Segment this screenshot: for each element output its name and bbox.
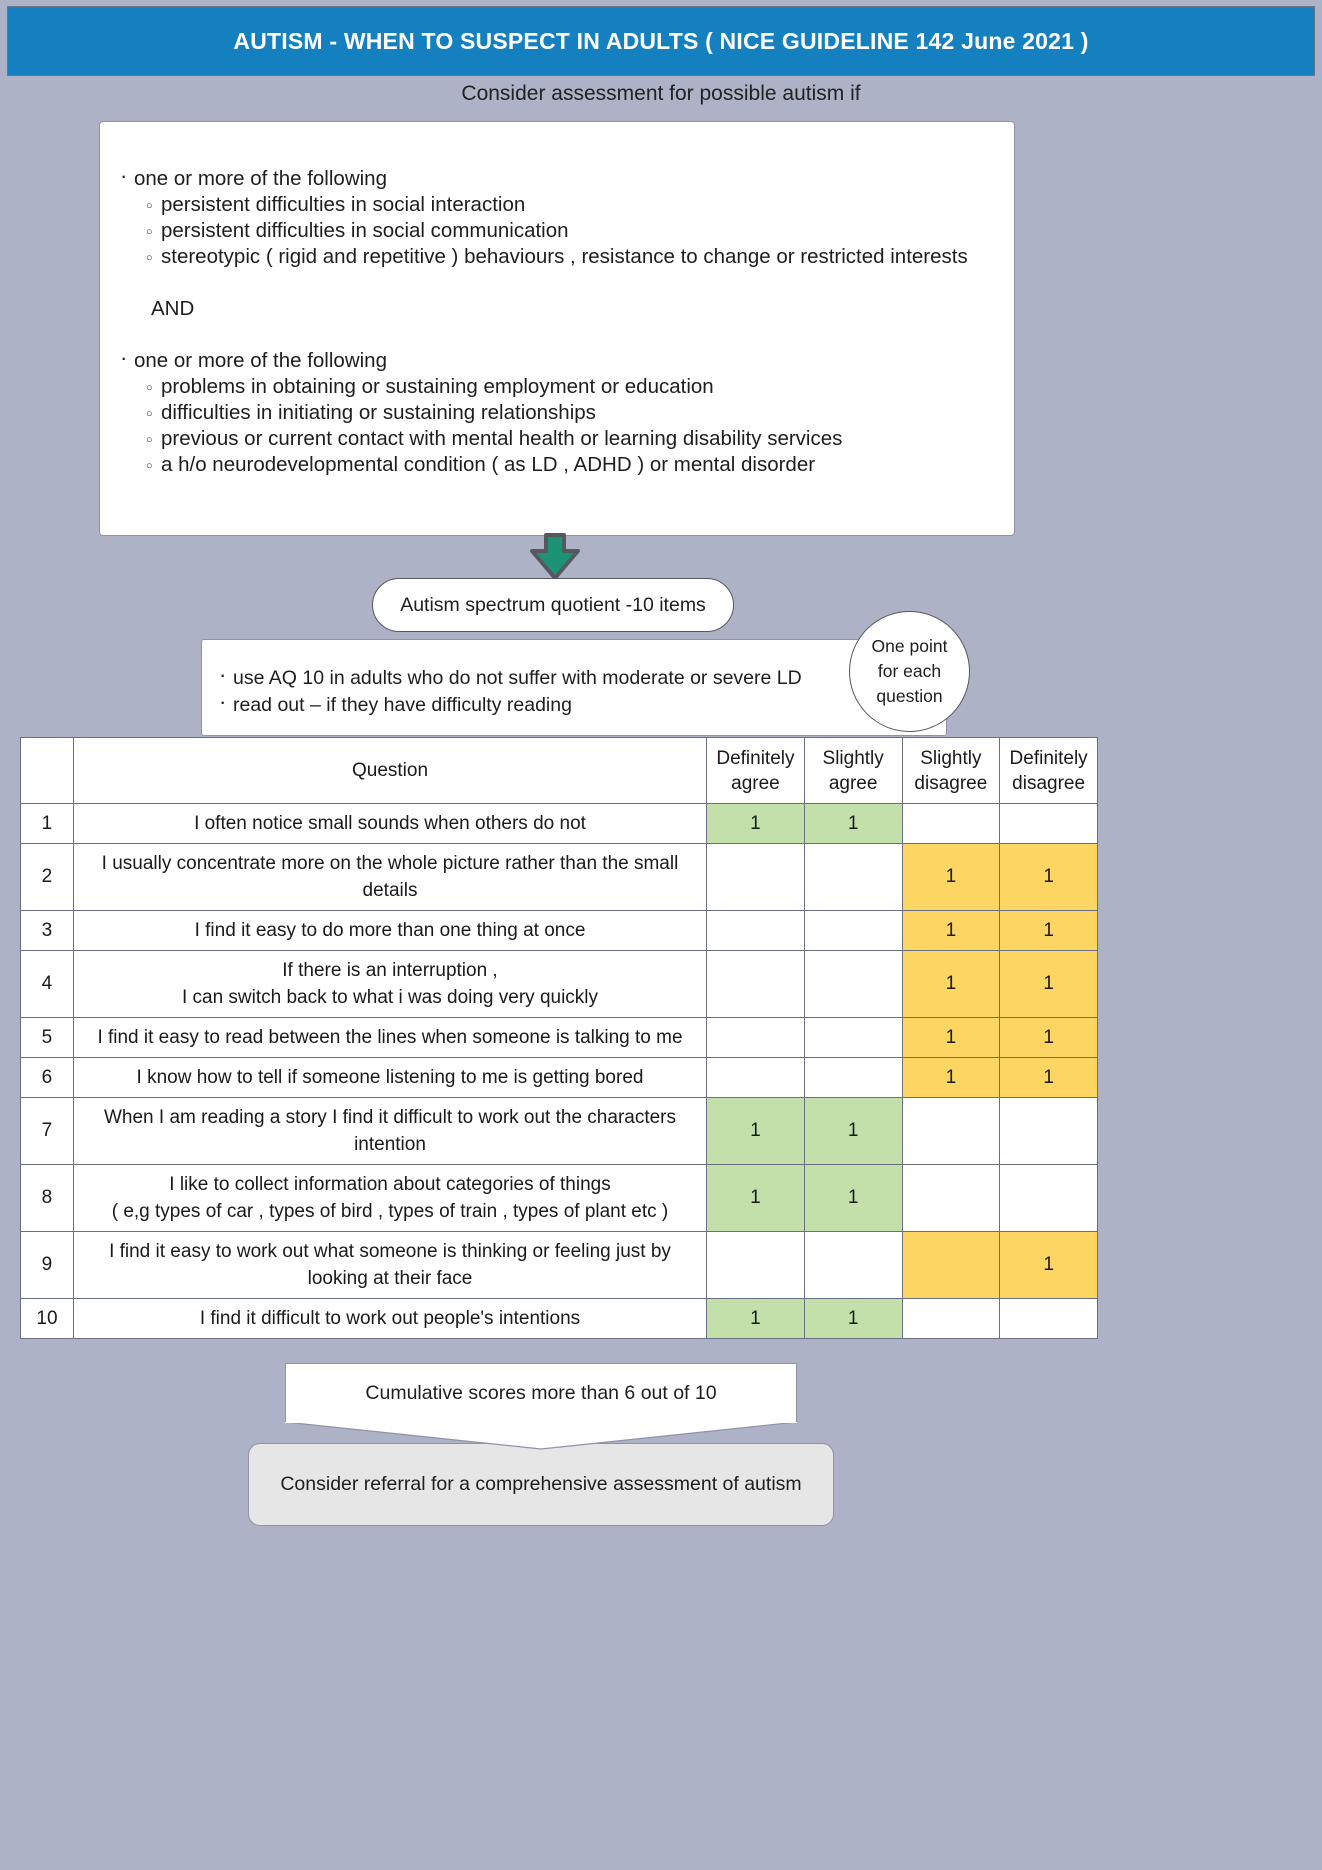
aq10-oval xyxy=(372,578,734,632)
score-definitely-disagree: 1 xyxy=(1000,844,1098,911)
table-header xyxy=(21,738,1098,804)
question-line: When I am reading a story I find it difficult to work out the characters xyxy=(103,1107,677,1128)
row-question xyxy=(73,1058,706,1098)
column-header-number xyxy=(21,738,74,804)
criteria-group1-item: ○ persistent difficulties in social interaction xyxy=(126,192,988,218)
score-definitely-disagree xyxy=(1000,1299,1098,1339)
table-row xyxy=(21,804,1098,844)
criteria-group2-item: ○ a h/o neurodevelopmental condition ( as LD , ADHD ) or mental disorder xyxy=(126,452,988,478)
score-definitely-agree: 1 xyxy=(707,1299,805,1339)
criteria-group1-item: ○ stereotypic ( rigid and repetitive ) behaviours , resistance to change or restricted interests xyxy=(126,244,988,270)
table-body xyxy=(21,804,1098,1339)
question-line: I usually concentrate more on the whole picture rather than the small xyxy=(101,853,679,874)
cumulative-score-label: Cumulative scores more than 6 out of 10 xyxy=(365,1381,717,1404)
question-line: I find it easy to read between the lines when someone is talking to me xyxy=(97,1027,683,1048)
column-header-definitely-agree xyxy=(707,738,805,804)
score-definitely-disagree: 1 xyxy=(1000,1232,1098,1299)
question-line: If there is an interruption , xyxy=(282,960,498,981)
header-line: Definitely xyxy=(716,747,795,769)
score-definitely-disagree: 1 xyxy=(1000,1018,1098,1058)
row-question xyxy=(73,951,706,1018)
score-definitely-disagree: 1 xyxy=(1000,911,1098,951)
spacer xyxy=(126,322,988,348)
column-header-slightly-agree xyxy=(804,738,902,804)
score-slightly-disagree xyxy=(902,1165,1000,1232)
question-line: I find it easy to work out what someone is thinking or feeling just by xyxy=(109,1241,671,1262)
score-definitely-agree xyxy=(707,844,805,911)
page-title-bar xyxy=(7,6,1315,76)
score-slightly-disagree: 1 xyxy=(902,951,1000,1018)
aq10-instruction: · use AQ 10 in adults who do not suffer with moderate or severe LD xyxy=(219,665,946,692)
header-line: agree xyxy=(828,772,878,794)
score-slightly-agree xyxy=(804,911,902,951)
score-slightly-disagree xyxy=(902,804,1000,844)
score-slightly-agree: 1 xyxy=(804,1098,902,1165)
criteria-conjunction: AND xyxy=(151,297,195,320)
question-line: details xyxy=(362,880,418,901)
question-line: I like to collect information about categories of things xyxy=(169,1174,611,1195)
question-line: ( e,g types of car , types of bird , types of train , types of plant etc ) xyxy=(111,1201,669,1222)
score-definitely-agree: 1 xyxy=(707,804,805,844)
row-number: 5 xyxy=(21,1018,74,1058)
row-question xyxy=(73,1232,706,1299)
row-number: 8 xyxy=(21,1165,74,1232)
aq10-table xyxy=(20,737,1098,1339)
column-header-slightly-disagree xyxy=(902,738,1000,804)
row-number: 1 xyxy=(21,804,74,844)
criteria-group2-item: ○ difficulties in initiating or sustaining relationships xyxy=(126,400,988,426)
column-header-question xyxy=(73,738,706,804)
row-number: 10 xyxy=(21,1299,74,1339)
one-point-note-circle xyxy=(849,611,970,732)
criteria-group2-item: ○ previous or current contact with mental health or learning disability services xyxy=(126,426,988,452)
row-number: 4 xyxy=(21,951,74,1018)
header-line: Slightly xyxy=(920,747,982,769)
score-definitely-agree xyxy=(707,951,805,1018)
score-definitely-agree: 1 xyxy=(707,1098,805,1165)
row-question xyxy=(73,1299,706,1339)
row-number: 3 xyxy=(21,911,74,951)
question-line: I find it easy to do more than one thing at once xyxy=(194,920,586,941)
one-point-note-line: question xyxy=(876,686,943,706)
score-definitely-agree xyxy=(707,1232,805,1299)
score-definitely-disagree: 1 xyxy=(1000,1058,1098,1098)
table-row xyxy=(21,1299,1098,1339)
table-row xyxy=(21,1098,1098,1165)
row-number: 9 xyxy=(21,1232,74,1299)
column-header-definitely-disagree xyxy=(1000,738,1098,804)
one-point-note-line: for each xyxy=(877,661,942,681)
table-row xyxy=(21,1058,1098,1098)
header-line: disagree xyxy=(1012,772,1086,794)
score-slightly-agree xyxy=(804,951,902,1018)
score-slightly-disagree: 1 xyxy=(902,911,1000,951)
question-line: I often notice small sounds when others do not xyxy=(194,813,586,834)
row-question xyxy=(73,1098,706,1165)
score-slightly-agree xyxy=(804,844,902,911)
header-line: disagree xyxy=(914,772,988,794)
score-definitely-agree xyxy=(707,1018,805,1058)
score-slightly-agree: 1 xyxy=(804,804,902,844)
question-line: looking at their face xyxy=(307,1268,473,1289)
row-question xyxy=(73,804,706,844)
score-definitely-disagree xyxy=(1000,804,1098,844)
criteria-box xyxy=(99,121,1015,536)
score-slightly-disagree: 1 xyxy=(902,1018,1000,1058)
row-question xyxy=(73,1018,706,1058)
table-row xyxy=(21,1018,1098,1058)
header-line: Definitely xyxy=(1009,747,1088,769)
criteria-group2-heading: · one or more of the following xyxy=(126,348,988,374)
row-question xyxy=(73,911,706,951)
criteria-group1-item: ○ persistent difficulties in social communication xyxy=(126,218,988,244)
score-slightly-disagree: 1 xyxy=(902,1058,1000,1098)
one-point-note-line: One point xyxy=(871,636,948,656)
aq10-instructions-box xyxy=(201,639,947,736)
row-number: 6 xyxy=(21,1058,74,1098)
cumulative-banner-pointer xyxy=(285,1422,797,1450)
question-line: I find it difficult to work out people's intentions xyxy=(199,1308,581,1329)
header-line: agree xyxy=(731,772,780,794)
question-line: intention xyxy=(354,1134,426,1155)
spacer xyxy=(126,270,988,296)
aq10-oval-label: Autism spectrum quotient -10 items xyxy=(400,593,706,616)
score-definitely-agree: 1 xyxy=(707,1165,805,1232)
header-line: Slightly xyxy=(822,747,884,769)
column-header-question-label: Question xyxy=(351,760,429,781)
table-row xyxy=(21,844,1098,911)
row-question xyxy=(73,1165,706,1232)
score-slightly-disagree: 1 xyxy=(902,844,1000,911)
page-title: AUTISM - WHEN TO SUSPECT IN ADULTS ( NICE GUIDELINE 142 June 2021 ) xyxy=(233,27,1089,54)
question-line: I can switch back to what i was doing very quickly xyxy=(181,987,599,1008)
score-slightly-disagree xyxy=(902,1299,1000,1339)
score-slightly-agree: 1 xyxy=(804,1165,902,1232)
score-slightly-agree xyxy=(804,1018,902,1058)
score-definitely-disagree xyxy=(1000,1165,1098,1232)
table-header-row xyxy=(21,738,1098,804)
score-slightly-agree xyxy=(804,1058,902,1098)
row-number: 7 xyxy=(21,1098,74,1165)
criteria-group2-item: ○ problems in obtaining or sustaining employment or education xyxy=(126,374,988,400)
final-recommendation-label: Consider referral for a comprehensive assessment of autism xyxy=(280,1473,802,1495)
score-slightly-disagree xyxy=(902,1098,1000,1165)
row-number: 2 xyxy=(21,844,74,911)
score-slightly-agree xyxy=(804,1232,902,1299)
score-definitely-agree xyxy=(707,911,805,951)
table-row xyxy=(21,1232,1098,1299)
table-row xyxy=(21,911,1098,951)
aq10-instruction: · read out – if they have difficulty reading xyxy=(219,692,946,719)
score-slightly-agree: 1 xyxy=(804,1299,902,1339)
score-definitely-agree xyxy=(707,1058,805,1098)
score-definitely-disagree: 1 xyxy=(1000,951,1098,1018)
final-recommendation-box xyxy=(248,1443,834,1526)
table-row xyxy=(21,951,1098,1018)
score-definitely-disagree xyxy=(1000,1098,1098,1165)
cumulative-score-banner xyxy=(285,1363,797,1423)
subtitle-text: Consider assessment for possible autism if xyxy=(461,82,861,105)
row-question xyxy=(73,844,706,911)
question-line: I know how to tell if someone listening to me is getting bored xyxy=(136,1067,644,1088)
criteria-group1-heading: · one or more of the following xyxy=(126,166,988,192)
down-arrow-icon xyxy=(529,533,581,581)
score-slightly-disagree xyxy=(902,1232,1000,1299)
table-row xyxy=(21,1165,1098,1232)
